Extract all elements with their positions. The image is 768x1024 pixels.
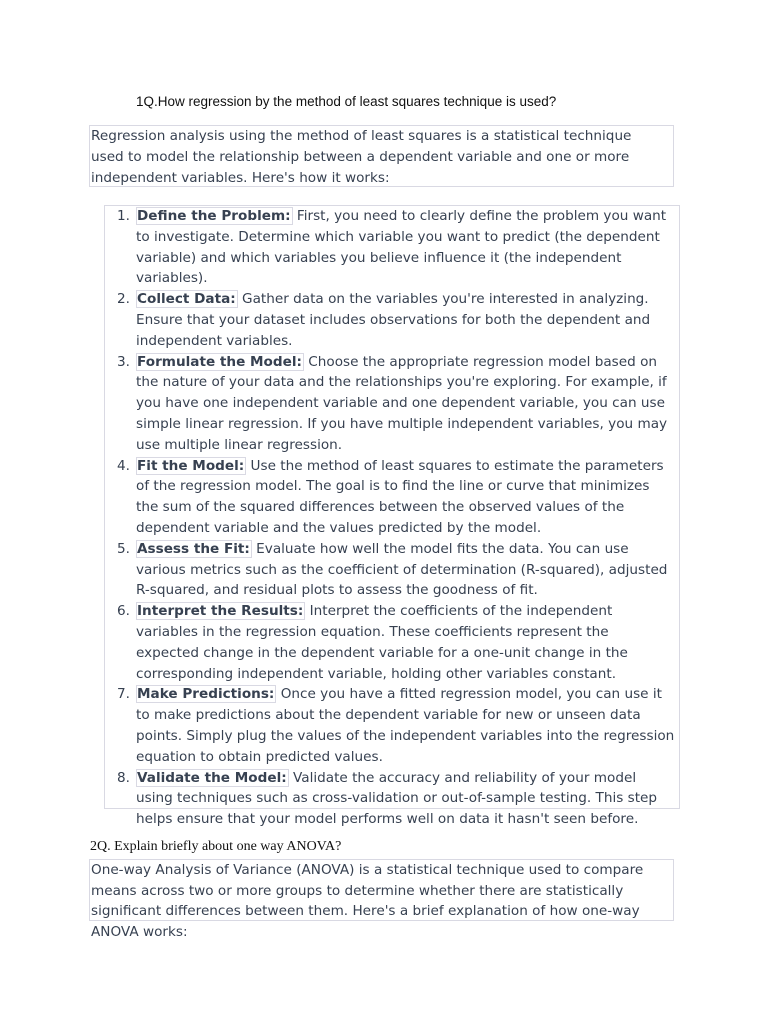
step-term: Collect Data: — [137, 291, 236, 308]
step-number: 2. — [117, 291, 130, 308]
step-text: Interpret the coefficients of the independent variables in the regression equation. These coefficients represent the expected change in the dependent variable for a one-unit change in the corresponding independent variable, holding other variables constant. — [136, 603, 628, 682]
step-term: Fit the Model: — [137, 457, 245, 474]
step-number: 6. — [117, 603, 130, 620]
step-number: 5. — [117, 540, 130, 557]
step-term: Make Predictions: — [137, 686, 275, 703]
step-term: Assess the Fit: — [137, 540, 250, 557]
list-item — [105, 289, 679, 351]
step-number: 1. — [117, 208, 130, 224]
question-1-heading: 1Q.How regression by the method of least squares technique is used? — [136, 94, 557, 109]
step-term: Formulate the Model: — [137, 353, 302, 370]
step-term: Interpret the Results: — [137, 603, 304, 620]
steps-list-box — [104, 205, 680, 828]
question-1-intro-paragraph: Regression analysis using the method of least squares is a statistical technique used to model the relationship between a dependent variable and one or more independent variables. Here's how it works: — [89, 125, 674, 187]
list-item — [105, 352, 679, 456]
step-text: Use the method of least squares to estimate the parameters of the regression model. The goal is to find the line or curve that minimizes the sum of the squared differences between the observed values of the dependent variable and the values predicted by the model. — [136, 457, 664, 536]
list-item — [105, 768, 679, 830]
list-item — [105, 456, 679, 539]
step-text: First, you need to clearly define the problem you want to investigate. Determine which variable you want to predict (the dependent variable) and which variables you believe influence it (the independent variables). — [136, 208, 667, 287]
step-text: Validate the accuracy and reliability of your model using techniques such as cross-validation or out-of-sample testing. This step helps ensure that your model performs well on data it hasn't seen before. — [136, 769, 658, 828]
step-term: Validate the Model: — [137, 769, 287, 786]
step-term: Define the Problem: — [137, 208, 291, 224]
list-item — [105, 206, 679, 289]
question-2-heading: 2Q. Explain briefly about one way ANOVA? — [90, 839, 342, 854]
step-text: Once you have a fitted regression model, you can use it to make predictions about the dependent variable for new or unseen data points. Simply plug the values of the independent variables into the regression equation to obtain predicted values. — [136, 686, 675, 765]
list-item — [105, 601, 679, 684]
step-number: 7. — [117, 686, 130, 703]
step-text: Gather data on the variables you're interested in analyzing. Ensure that your dataset includes observations for both the dependent and independent variables. — [136, 291, 651, 349]
step-text: Choose the appropriate regression model based on the nature of your data and the relationships you're exploring. For example, if you have one independent variable and one dependent variable, you can use simple linear regression. If you have multiple independent variables, you may use multiple linear regression. — [136, 353, 668, 453]
step-number: 3. — [117, 353, 130, 370]
list-item — [105, 684, 679, 767]
step-number: 8. — [117, 769, 130, 786]
question-2-intro-paragraph: One-way Analysis of Variance (ANOVA) is a statistical technique used to compare means across two or more groups to determine whether there are statistically significant differences between them. Here's a brief explanation of how one-way ANOVA works: — [89, 859, 674, 921]
step-text: Evaluate how well the model fits the data. You can use various metrics such as the coefficient of determination (R-squared), adjusted R-squared, and residual plots to assess the goodness of fit. — [136, 540, 668, 599]
steps-list — [105, 206, 679, 830]
step-number: 4. — [117, 457, 130, 474]
list-item — [105, 539, 679, 601]
